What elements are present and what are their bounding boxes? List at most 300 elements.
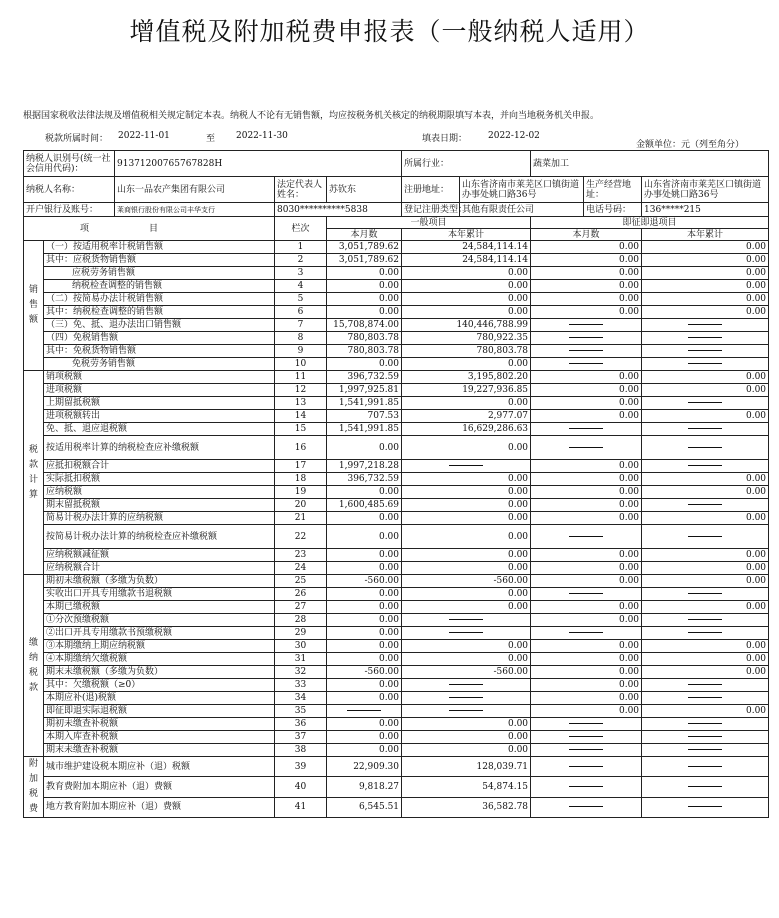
table-row [24,731,769,744]
row-label: 其中：应税货物销售额 [44,254,275,267]
refund-year-value [642,358,769,371]
general-year-value [402,692,531,705]
not-applicable-dash [688,504,722,505]
row-label: 销项税额 [44,371,275,384]
refund-year-value [642,777,769,797]
general-year-value: 24,584,114.14 [402,241,531,254]
refund-month-value: 0.00 [531,575,642,588]
row-label: 进项税额 [44,384,275,397]
refund-year-value: 0.00 [642,254,769,267]
row-label: 城市维护建设税本期应补（退）税额 [44,757,275,777]
table-row [24,627,769,640]
general-month-value: 0.00 [327,358,402,371]
not-applicable-dash [569,363,603,364]
refund-month-value: 0.00 [531,549,642,562]
header-refund-month: 本月数 [531,229,642,241]
table-row [24,306,769,319]
general-year-value: 0.00 [402,588,531,601]
row-number: 21 [275,512,327,525]
row-number: 6 [275,306,327,319]
account-value: 8030**********5838 [275,203,402,217]
row-label: ③本期缴纳上期应纳税额 [44,640,275,653]
general-year-value: 0.00 [402,653,531,666]
general-month-value: 1,997,218.28 [327,460,402,473]
refund-year-value: 0.00 [642,371,769,384]
row-number: 13 [275,397,327,410]
table-row [24,601,769,614]
general-month-value: 0.00 [327,627,402,640]
period-label: 税款所属时间： [45,134,109,144]
row-label: 本期入库查补税额 [44,731,275,744]
table-row [24,512,769,525]
row-number: 10 [275,358,327,371]
row-label: 免税劳务销售额 [44,358,275,371]
refund-month-value: 0.00 [531,499,642,512]
not-applicable-dash [688,766,722,767]
row-label: （四）免税销售额 [44,332,275,345]
refund-month-value: 0.00 [531,614,642,627]
row-number: 17 [275,460,327,473]
not-applicable-dash [688,632,722,633]
table-row [24,744,769,757]
general-month-value: 0.00 [327,549,402,562]
refund-year-value: 0.00 [642,306,769,319]
general-year-value: -560.00 [402,575,531,588]
reg-type-value: 其他有限责任公司 [460,203,584,217]
table-row [24,757,769,777]
row-number: 3 [275,267,327,280]
row-number: 39 [275,757,327,777]
refund-month-value: 0.00 [531,460,642,473]
section-surcharge: 附加税费 [24,757,44,818]
row-label: 实收出口开具专用缴款书退税额 [44,588,275,601]
general-month-value: 1,600,485.69 [327,499,402,512]
intro-text: 根据国家税收法律法规及增值税相关规定制定本表。纳税人不论有无销售额，均应按税务机关核定的纳税期限填写本表，并向当地税务机关申报。 [23,111,600,121]
header-line: 栏次 [275,217,327,241]
refund-year-value [642,588,769,601]
table-row [24,777,769,797]
refund-month-value [531,436,642,460]
row-number: 14 [275,410,327,423]
general-month-value: -560.00 [327,575,402,588]
table-row [24,358,769,371]
row-label: 其中：免税货物销售额 [44,345,275,358]
refund-month-value: 0.00 [531,601,642,614]
row-label: 其中：欠缴税额（≥0） [44,679,275,692]
refund-year-value [642,460,769,473]
not-applicable-dash [688,786,722,787]
table-row [24,280,769,293]
general-year-value: 19,227,936.85 [402,384,531,397]
general-year-value: 0.00 [402,436,531,460]
refund-year-value: 0.00 [642,473,769,486]
general-month-value: 0.00 [327,744,402,757]
general-month-value: 1,541,991.85 [327,397,402,410]
row-number: 27 [275,601,327,614]
general-year-value: 0.00 [402,267,531,280]
table-row [24,473,769,486]
refund-year-value: 0.00 [642,653,769,666]
refund-year-value [642,718,769,731]
row-number: 7 [275,319,327,332]
row-label: 应纳税额减征额 [44,549,275,562]
refund-month-value [531,744,642,757]
general-month-value: 0.00 [327,653,402,666]
refund-year-value [642,757,769,777]
general-year-value: 0.00 [402,499,531,512]
table-row [24,575,769,588]
general-month-value: 707.53 [327,410,402,423]
refund-year-value: 0.00 [642,705,769,718]
general-month-value: 0.00 [327,525,402,549]
general-year-value: 16,629,286.63 [402,423,531,436]
refund-month-value: 0.00 [531,293,642,306]
refund-month-value: 0.00 [531,410,642,423]
general-month-value: 1,541,991.85 [327,423,402,436]
refund-month-value: 0.00 [531,653,642,666]
refund-month-value: 0.00 [531,705,642,718]
table-row [24,588,769,601]
table-row [24,410,769,423]
header-general: 一般项目 [327,217,531,229]
row-number: 2 [275,254,327,267]
refund-month-value: 0.00 [531,384,642,397]
table-row [24,371,769,384]
row-label: ④本期缴纳欠缴税额 [44,653,275,666]
table-row [24,332,769,345]
refund-month-value: 0.00 [531,280,642,293]
refund-month-value [531,718,642,731]
reg-addr-value: 山东省济南市莱芜区口镇街道办事处姚口路36号 [460,177,584,203]
not-applicable-dash [569,723,603,724]
header-general-month: 本月数 [327,229,402,241]
fill-date-label: 填表日期： [422,134,468,144]
row-label: （三）免、抵、退办法出口销售额 [44,319,275,332]
general-year-value [402,460,531,473]
not-applicable-dash [688,536,722,537]
row-label: 应抵扣税额合计 [44,460,275,473]
refund-year-value [642,397,769,410]
row-number: 32 [275,666,327,679]
row-number: 30 [275,640,327,653]
refund-year-value: 0.00 [642,293,769,306]
row-label: 应纳税额 [44,486,275,499]
row-label: ①分次预缴税额 [44,614,275,627]
general-year-value [402,679,531,692]
general-month-value: 0.00 [327,640,402,653]
general-year-value: 0.00 [402,601,531,614]
refund-month-value: 0.00 [531,254,642,267]
general-year-value: 0.00 [402,280,531,293]
table-row [24,397,769,410]
table-row [24,666,769,679]
general-year-value: 780,803.78 [402,345,531,358]
general-month-value: 1,997,925.81 [327,384,402,397]
row-number: 38 [275,744,327,757]
not-applicable-dash [688,593,722,594]
refund-month-value: 0.00 [531,692,642,705]
row-label: 期末未缴查补税额 [44,744,275,757]
amount-unit: 金额单位：元（列至角分） [636,140,745,150]
table-row [24,718,769,731]
general-month-value: -560.00 [327,666,402,679]
general-year-value: 0.00 [402,640,531,653]
refund-year-value: 0.00 [642,601,769,614]
table-row [24,293,769,306]
row-label: 实际抵扣税额 [44,473,275,486]
general-month-value: 0.00 [327,562,402,575]
row-label: 应税劳务销售额 [44,267,275,280]
table-row [24,319,769,332]
row-label: 进项税额转出 [44,410,275,423]
not-applicable-dash [569,350,603,351]
general-month-value: 0.00 [327,436,402,460]
refund-month-value: 0.00 [531,666,642,679]
not-applicable-dash [688,749,722,750]
not-applicable-dash [688,697,722,698]
row-number: 33 [275,679,327,692]
table-row [24,549,769,562]
bank-label: 开户银行及账号： [24,203,115,217]
row-number: 19 [275,486,327,499]
row-label: 期末留抵税额 [44,499,275,512]
refund-year-value: 0.00 [642,549,769,562]
refund-year-value [642,319,769,332]
not-applicable-dash [449,632,483,633]
refund-month-value: 0.00 [531,473,642,486]
refund-month-value: 0.00 [531,371,642,384]
row-label: （二）按简易办法计税销售额 [44,293,275,306]
table-row [24,241,769,254]
refund-month-value: 0.00 [531,640,642,653]
general-month-value: 15,708,874.00 [327,319,402,332]
not-applicable-dash [569,428,603,429]
general-month-value: 0.00 [327,692,402,705]
general-month-value: 0.00 [327,293,402,306]
refund-month-value [531,757,642,777]
general-year-value: 0.00 [402,731,531,744]
row-label: 免、抵、退应退税额 [44,423,275,436]
row-number: 16 [275,436,327,460]
general-month-value: 0.00 [327,588,402,601]
table-row [24,692,769,705]
not-applicable-dash [449,684,483,685]
not-applicable-dash [569,593,603,594]
general-year-value: 0.00 [402,525,531,549]
form-title: 增值税及附加税费申报表（一般纳税人适用） [129,17,650,46]
refund-year-value: 0.00 [642,562,769,575]
general-month-value: 0.00 [327,512,402,525]
header-item: 项目 [24,217,275,241]
not-applicable-dash [688,619,722,620]
refund-year-value: 0.00 [642,384,769,397]
phone-label: 电话号码： [584,203,642,217]
refund-year-value [642,679,769,692]
general-month-value: 0.00 [327,267,402,280]
row-number: 22 [275,525,327,549]
general-month-value: 0.00 [327,601,402,614]
not-applicable-dash [569,324,603,325]
refund-year-value: 0.00 [642,640,769,653]
name-label: 纳税人名称： [24,177,115,203]
row-number: 40 [275,777,327,797]
legal-label: 法定代表人姓名： [275,177,327,203]
general-year-value: 0.00 [402,744,531,757]
general-year-value: 54,874.15 [402,777,531,797]
refund-month-value [531,797,642,817]
general-year-value: 128,039.71 [402,757,531,777]
not-applicable-dash [569,736,603,737]
row-number: 35 [275,705,327,718]
row-label: 本期已缴税额 [44,601,275,614]
table-row [24,254,769,267]
name-value: 山东一品农产集团有限公司 [115,177,275,203]
row-label: 纳税检查调整的销售额 [44,280,275,293]
row-number: 11 [275,371,327,384]
not-applicable-dash [569,786,603,787]
row-label: （一）按适用税率计税销售额 [44,241,275,254]
table-row [24,653,769,666]
refund-year-value [642,692,769,705]
not-applicable-dash [688,428,722,429]
refund-month-value: 0.00 [531,267,642,280]
fill-date: 2022-12-02 [488,131,540,141]
row-number: 9 [275,345,327,358]
general-month-value: 6,545.51 [327,797,402,817]
row-number: 31 [275,653,327,666]
general-month-value: 0.00 [327,486,402,499]
general-month-value: 396,732.59 [327,371,402,384]
general-year-value: 3,195,802.20 [402,371,531,384]
general-month-value: 9,818.27 [327,777,402,797]
refund-year-value [642,423,769,436]
row-label: 上期留抵税额 [44,397,275,410]
not-applicable-dash [569,766,603,767]
table-row [24,525,769,549]
general-year-value [402,705,531,718]
row-number: 1 [275,241,327,254]
refund-year-value [642,345,769,358]
refund-year-value: 0.00 [642,512,769,525]
industry-value: 蔬菜加工 [531,151,769,177]
refund-month-value [531,525,642,549]
not-applicable-dash [688,447,722,448]
not-applicable-dash [688,402,722,403]
not-applicable-dash [688,684,722,685]
taxid-label: 纳税人识别号(统一社会信用代码)： [24,151,115,177]
general-year-value: 0.00 [402,718,531,731]
not-applicable-dash [688,465,722,466]
row-label: 本期应补(退)税额 [44,692,275,705]
refund-year-value: 0.00 [642,267,769,280]
general-year-value: 0.00 [402,397,531,410]
not-applicable-dash [569,806,603,807]
row-number: 29 [275,627,327,640]
not-applicable-dash [449,697,483,698]
refund-month-value [531,777,642,797]
general-year-value: -560.00 [402,666,531,679]
general-month-value [327,705,402,718]
general-month-value: 0.00 [327,280,402,293]
bank-value: 莱商银行股份有限公司丰华支行 [115,203,275,217]
general-month-value: 0.00 [327,679,402,692]
biz-addr-value: 山东省济南市莱芜区口镇街道办事处姚口路36号 [642,177,769,203]
refund-year-value: 0.00 [642,241,769,254]
not-applicable-dash [688,350,722,351]
table-row [24,436,769,460]
not-applicable-dash [688,806,722,807]
general-year-value: 2,977.07 [402,410,531,423]
general-year-value [402,614,531,627]
section-sales: 销售额 [24,241,44,371]
row-number: 4 [275,280,327,293]
refund-month-value [531,627,642,640]
refund-year-value: 0.00 [642,280,769,293]
general-month-value: 0.00 [327,718,402,731]
refund-year-value: 0.00 [642,575,769,588]
reg-type-label: 登记注册类型： [402,203,460,217]
row-label: 简易计税办法计算的应纳税额 [44,512,275,525]
general-year-value: 780,922.35 [402,332,531,345]
row-label: 教育费附加本期应补（退）费额 [44,777,275,797]
row-number: 8 [275,332,327,345]
refund-month-value: 0.00 [531,562,642,575]
row-number: 41 [275,797,327,817]
not-applicable-dash [569,632,603,633]
industry-label: 所属行业： [402,151,531,177]
not-applicable-dash [688,337,722,338]
refund-year-value [642,499,769,512]
row-number: 37 [275,731,327,744]
row-number: 34 [275,692,327,705]
section-calc: 税款计算 [24,371,44,575]
table-row [24,423,769,436]
refund-year-value [642,797,769,817]
refund-year-value: 0.00 [642,486,769,499]
refund-month-value: 0.00 [531,679,642,692]
reg-addr-label: 注册地址： [402,177,460,203]
period-to: 至 [206,134,216,144]
phone-value: 136*****215 [642,203,769,217]
not-applicable-dash [688,324,722,325]
row-label: 按简易计税办法计算的纳税检查应补缴税额 [44,525,275,549]
general-month-value: 396,732.59 [327,473,402,486]
not-applicable-dash [449,710,483,711]
general-year-value: 0.00 [402,358,531,371]
general-month-value: 780,803.78 [327,345,402,358]
refund-year-value [642,525,769,549]
table-row [24,384,769,397]
refund-month-value: 0.00 [531,241,642,254]
row-label: 地方教育附加本期应补（退）费额 [44,797,275,817]
refund-year-value [642,332,769,345]
general-year-value: 24,584,114.14 [402,254,531,267]
general-year-value: 0.00 [402,512,531,525]
table-row [24,460,769,473]
row-label: 期初未缴税额（多缴为负数） [44,575,275,588]
refund-month-value [531,731,642,744]
not-applicable-dash [688,736,722,737]
section-payment: 缴纳税款 [24,575,44,757]
not-applicable-dash [449,619,483,620]
table-row [24,345,769,358]
header-refund-year: 本年累计 [642,229,769,241]
refund-month-value: 0.00 [531,306,642,319]
table-row [24,499,769,512]
row-label: 其中：纳税检查调整的销售额 [44,306,275,319]
biz-addr-label: 生产经营地址： [584,177,642,203]
refund-month-value [531,423,642,436]
